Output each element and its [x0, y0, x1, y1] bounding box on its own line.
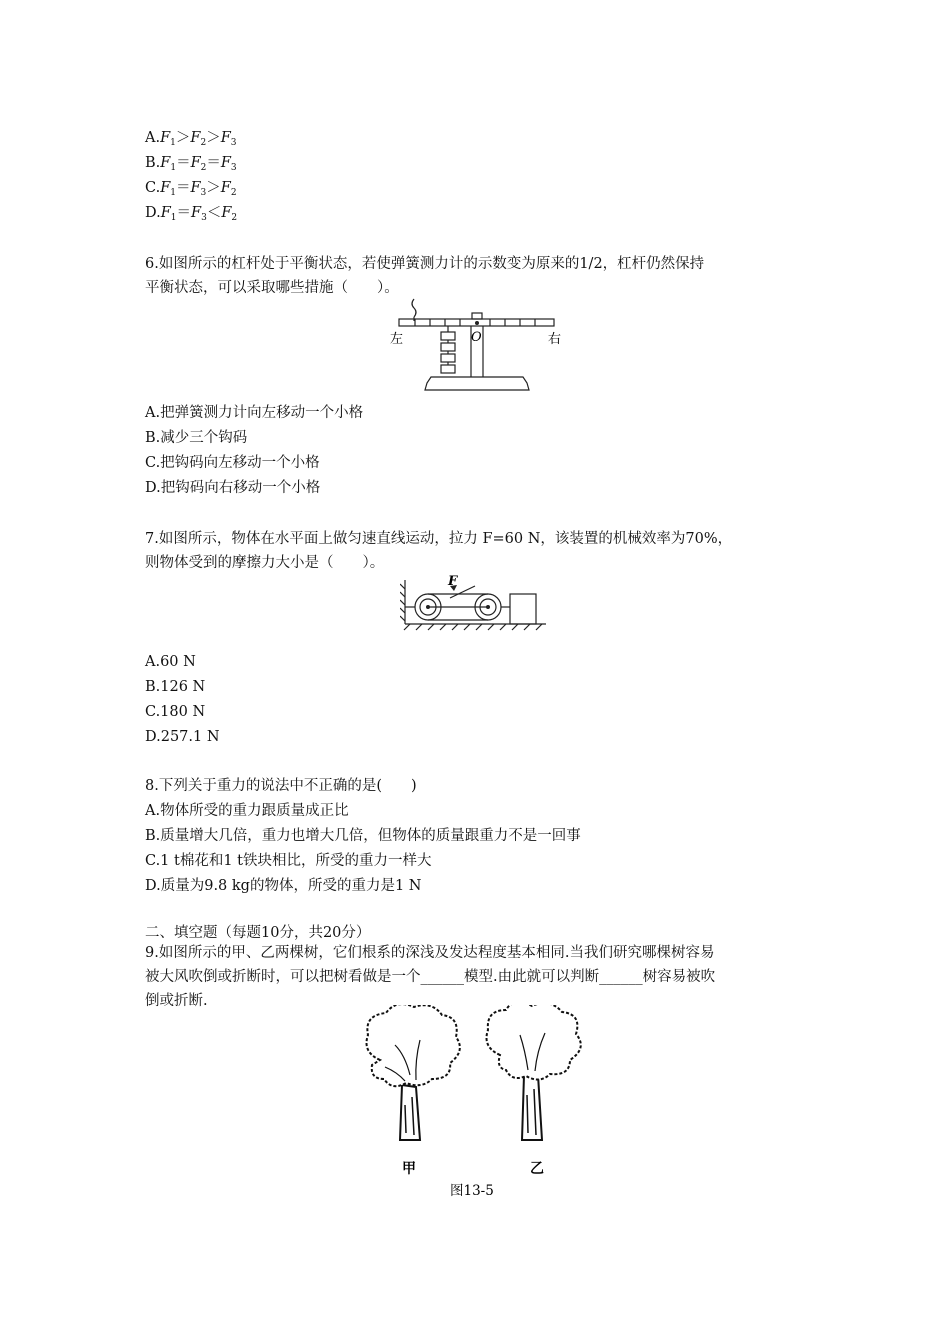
hook-weight-3 [441, 354, 455, 362]
q8-option-c: C.1 t棉花和1 t铁块相比，所受的重力一样大 [145, 853, 432, 869]
q7-stem-line2: 则物体受到的摩擦力大小是（ ）。 [145, 555, 385, 571]
tree-a-label: 甲 [402, 1161, 416, 1177]
hook-weight-2 [441, 343, 455, 351]
q6-option-b: B.减少三个钩码 [145, 430, 248, 446]
hook-weight-1 [441, 332, 455, 340]
section2-heading: 二、填空题（每题10分，共20分） [145, 925, 371, 941]
q5-option-a: $A.F_1>F_2>F_3$ [145, 130, 237, 148]
q6-stem-line2: 平衡状态，可以采取哪些措施（ ）。 [145, 280, 399, 296]
q8-option-d: D.质量为9.8 kg的物体，所受的重力是1 N [145, 878, 422, 894]
q8-stem: 8.下列关于重力的说法中不正确的是( ) [145, 778, 417, 794]
lever-left-label: 左 [390, 332, 404, 347]
q9-stem-line1: 9.如图所示的甲、乙两棵树，它们根系的深浅及发达程度基本相同.当我们研究哪棵树容易 [145, 945, 715, 961]
q5-option-c: $C.F_1=F_3>F_2$ [145, 180, 237, 198]
tree-a-icon [367, 1005, 460, 1140]
hook-weight-4 [441, 365, 455, 373]
tree-b-label: 乙 [530, 1161, 544, 1177]
q6-option-d: D.把钩码向右移动一个小格 [145, 480, 321, 496]
q6-option-a: A.把弹簧测力计向左移动一个小格 [145, 405, 364, 421]
q5-option-b: $B.F_1=F_2=F_3$ [145, 155, 237, 173]
spring-scale-hook-icon [412, 299, 416, 317]
q7-option-c: C.180 N [145, 704, 206, 720]
q6-stem-line1: 6.如图所示的杠杆处于平衡状态，若使弹簧测力计的示数变为原来的1/2，杠杆仍然保持 [145, 256, 705, 272]
q7-stem-line1: 7.如图所示，物体在水平面上做匀速直线运动，拉力 F=60 N，该装置的机械效率为70%， [145, 531, 733, 547]
tree-b-icon [487, 1005, 581, 1140]
lever-figure [385, 297, 570, 397]
q9-stem-line2: 被大风吹倒或折断时，可以把树看做是一个______模型.由此就可以判断______树容易被吹 [145, 969, 716, 985]
q8-option-a: A.物体所受的重力跟质量成正比 [145, 803, 349, 819]
force-label: F [448, 574, 458, 589]
block-object [510, 594, 536, 624]
q7-option-d: D.257.1 N [145, 729, 220, 745]
trees-figure [350, 1005, 600, 1205]
q9-stem-line3: 倒或折断. [145, 993, 208, 1009]
lever-right-label: 右 [548, 332, 562, 347]
q7-option-a: A.60 N [145, 654, 196, 670]
lever-stand-base [425, 377, 529, 390]
q8-option-b: B.质量增大几倍，重力也增大几倍，但物体的质量跟重力不是一回事 [145, 828, 581, 844]
q5-option-d: $D.F_1=F_3<F_2$ [145, 205, 238, 223]
q7-option-b: B.126 N [145, 679, 206, 695]
pulley-figure [400, 572, 550, 634]
lever-pivot-label: O [471, 330, 482, 345]
q6-option-c: C.把钩码向左移动一个小格 [145, 455, 320, 471]
figure-caption: 图13-5 [450, 1183, 494, 1199]
